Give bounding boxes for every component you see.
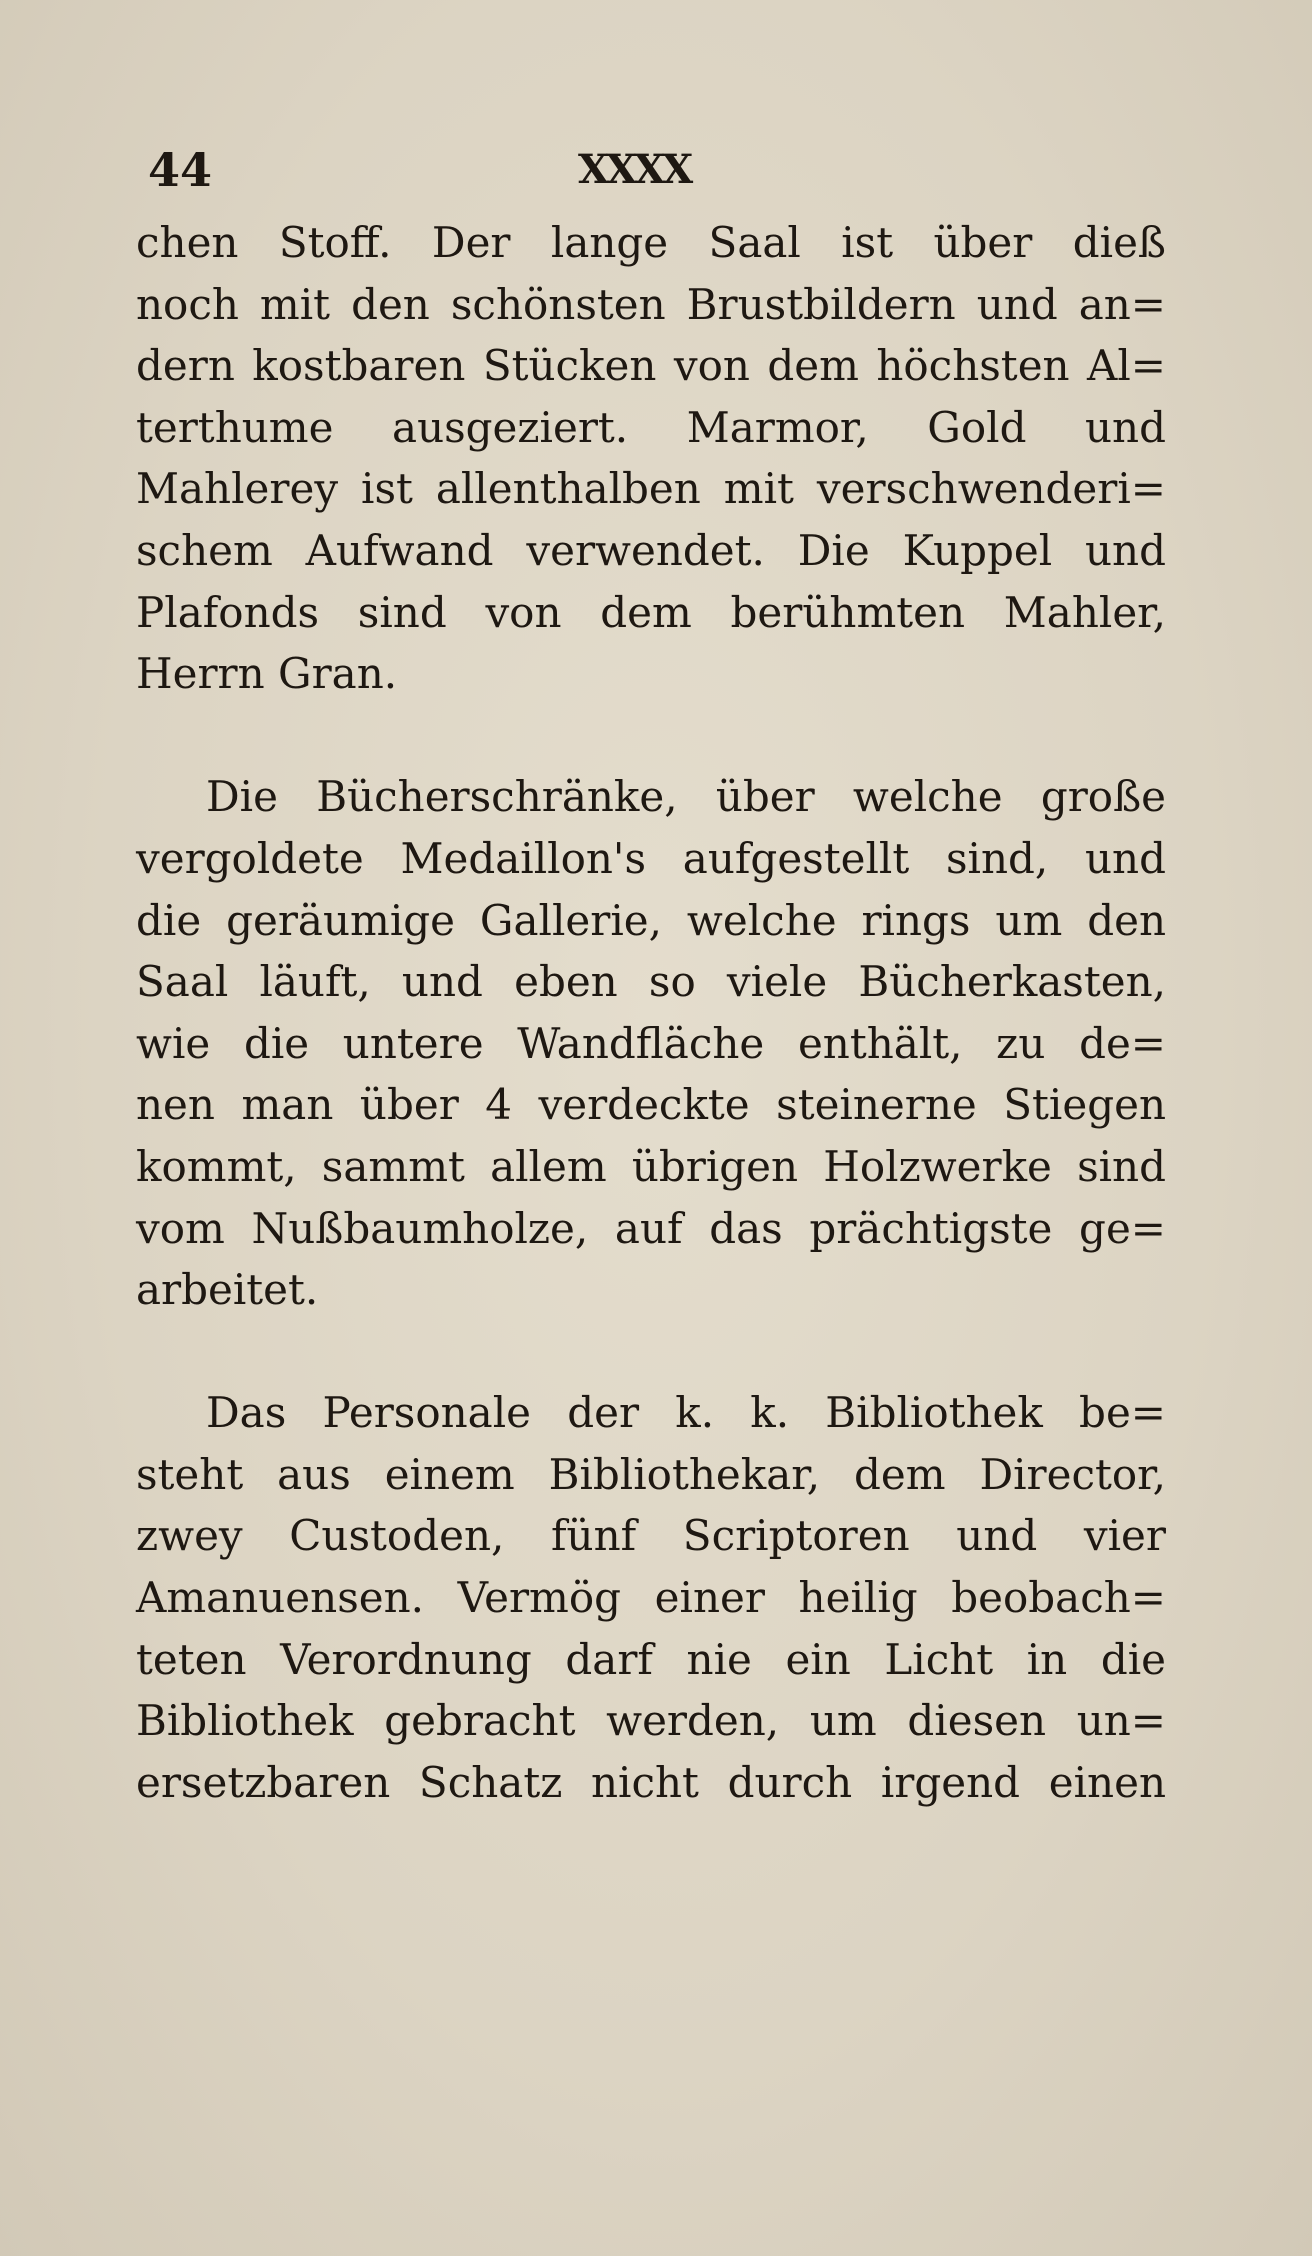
- text-line: vergoldete Medaillon's aufgestellt sind, und: [136, 833, 1166, 883]
- text-line: ersetzbaren Schatz nicht durch irgend einen: [136, 1757, 1166, 1807]
- paragraph-gap: [136, 705, 1166, 767]
- text-line: kommt, sammt allem übrigen Holzwerke sind: [136, 1141, 1166, 1191]
- header-ornament: XXXX: [578, 146, 691, 193]
- text-line: wie die untere Wandfläche enthält, zu de=: [136, 1018, 1166, 1068]
- text-line: noch mit den schönsten Brustbildern und an=: [136, 279, 1166, 329]
- paragraph-3: [136, 1382, 1166, 1813]
- text-line: Amanuensen. Vermög einer heilig beobach=: [136, 1573, 1166, 1623]
- text-line: Bibliothek gebracht werden, um diesen un=: [136, 1696, 1166, 1746]
- paragraph-2: [136, 766, 1166, 1320]
- text-line: Mahlerey ist allenthalben mit verschwenderi=: [136, 464, 1166, 514]
- text-line: dern kostbaren Stücken von dem höchsten Al=: [136, 341, 1166, 391]
- text-line: Die Bücherschränke, über welche große: [206, 772, 1166, 822]
- text-line: Das Personale der k. k. Bibliothek be=: [206, 1388, 1166, 1438]
- text-line: steht aus einem Bibliothekar, dem Director,: [136, 1449, 1166, 1499]
- text-line: die geräumige Gallerie, welche rings um den: [136, 895, 1166, 945]
- text-line: Plafonds sind von dem berühmten Mahler,: [136, 587, 1166, 637]
- text-line: Herrn Gran.: [136, 649, 398, 699]
- text-line: nen man über 4 verdeckte steinerne Stiegen: [136, 1080, 1166, 1130]
- text-line: teten Verordnung darf nie ein Licht in die: [136, 1634, 1166, 1684]
- text-line: zwey Custoden, fünf Scriptoren und vier: [136, 1511, 1166, 1561]
- paragraph-gap: [136, 1321, 1166, 1383]
- text-line: terthume ausgeziert. Marmor, Gold und: [136, 402, 1166, 452]
- text-line: vom Nußbaumholze, auf das prächtigste ge=: [136, 1203, 1166, 1253]
- text-line: Saal läuft, und eben so viele Bücherkasten,: [136, 957, 1166, 1007]
- page-number: 44: [148, 143, 213, 197]
- page-header: [148, 140, 1168, 200]
- paragraph-1: [136, 212, 1166, 705]
- text-line: chen Stoff. Der lange Saal ist über dieß: [136, 218, 1166, 267]
- text-line: arbeitet.: [136, 1265, 319, 1315]
- text-line: schem Aufwand verwendet. Die Kuppel und: [136, 525, 1166, 575]
- body-text: [136, 212, 1166, 1813]
